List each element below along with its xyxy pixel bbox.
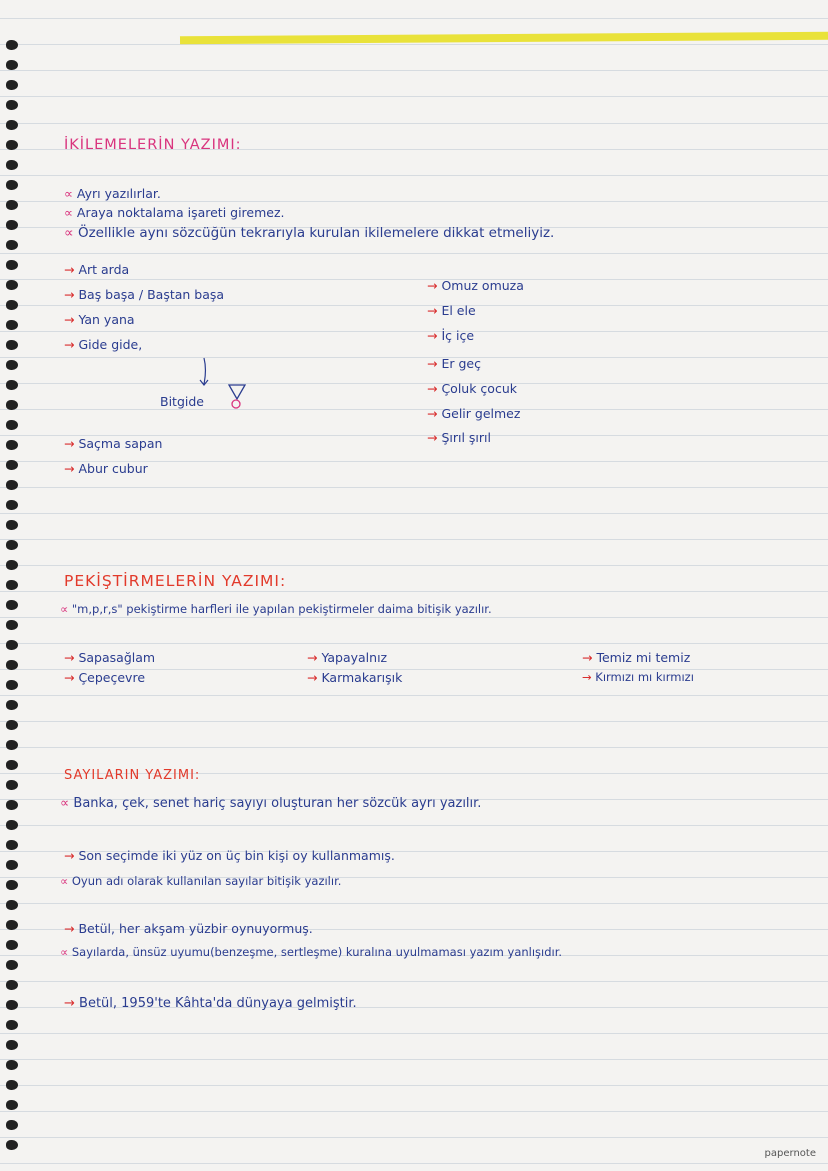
spiral-ring: [6, 460, 18, 470]
right-example-7: → Şırıl şırıl: [427, 430, 491, 445]
ikilemeler-rule-3: ∝ Özellikle aynı sözcüğün tekrarıyla kurulan ikilemelere dikkat etmeliyiz.: [64, 225, 555, 241]
spiral-ring: [6, 1020, 18, 1030]
spiral-ring: [6, 120, 18, 130]
spiral-ring: [6, 520, 18, 530]
pekistirmeler-rule: ∝ "m,p,r,s" pekiştirme harfleri ile yapılan pekiştirmeler daima bitişik yazılır.: [60, 602, 492, 616]
spiral-ring: [6, 820, 18, 830]
left-example-1: → Art arda: [64, 262, 130, 277]
sayilar-rule-3: ∝ Sayılarda, ünsüz uyumu(benzeşme, sertleşme) kuralına uyulmaması yazım yanlışıdır.: [60, 945, 563, 959]
spiral-ring: [6, 1120, 18, 1130]
spiral-ring: [6, 280, 18, 290]
pek-example-1: → Sapasağlam: [64, 650, 156, 665]
spiral-ring: [6, 480, 18, 490]
spiral-ring: [6, 200, 18, 210]
ikilemeler-title: İKİLEMELERİN YAZIMI:: [64, 137, 242, 153]
spiral-ring: [6, 1040, 18, 1050]
spiral-ring: [6, 1080, 18, 1090]
alpha-bullet-icon: ∝: [64, 205, 77, 220]
heart-doodle-icon: [226, 381, 248, 411]
spiral-ring: [6, 780, 18, 790]
spiral-ring: [6, 180, 18, 190]
sayilar-title: SAYILARIN YAZIMI:: [64, 768, 201, 783]
spiral-ring: [6, 880, 18, 890]
spiral-ring: [6, 620, 18, 630]
bitgide-note: Bitgide: [160, 394, 204, 409]
spiral-ring: [6, 260, 18, 270]
pek-example-4: → Çepeçevre: [64, 670, 146, 685]
spiral-ring: [6, 840, 18, 850]
arrow-icon: →: [307, 650, 322, 665]
spiral-ring: [6, 700, 18, 710]
left-example-4: → Gide gide,: [64, 337, 143, 352]
arrow-icon: →: [64, 262, 79, 277]
arrow-icon: →: [427, 328, 442, 343]
spiral-ring: [6, 420, 18, 430]
spiral-ring: [6, 980, 18, 990]
spiral-ring: [6, 640, 18, 650]
alpha-bullet-icon: ∝: [60, 874, 72, 888]
spiral-ring: [6, 600, 18, 610]
arrow-icon: →: [427, 356, 442, 371]
alpha-bullet-icon: ∝: [60, 796, 74, 811]
spiral-ring: [6, 220, 18, 230]
ikilemeler-rule-1: ∝ Ayrı yazılırlar.: [64, 186, 161, 201]
spiral-ring: [6, 800, 18, 810]
sayilar-example-1: → Son seçimde iki yüz on üç bin kişi oy kullanmamış.: [64, 848, 395, 863]
right-example-4: → Er geç: [427, 356, 481, 371]
curved-arrow-icon: [190, 356, 220, 390]
arrow-icon: →: [427, 303, 442, 318]
spiral-ring: [6, 400, 18, 410]
pekistirmeler-title: PEKİŞTİRMELERİN YAZIMI:: [64, 572, 287, 590]
spiral-ring: [6, 440, 18, 450]
spiral-ring: [6, 680, 18, 690]
alpha-bullet-icon: ∝: [60, 945, 72, 959]
spiral-ring: [6, 860, 18, 870]
spiral-ring: [6, 160, 18, 170]
spiral-ring: [6, 100, 18, 110]
arrow-icon: →: [307, 670, 322, 685]
arrow-icon: →: [64, 461, 79, 476]
spiral-ring: [6, 360, 18, 370]
right-example-6: → Gelir gelmez: [427, 406, 521, 421]
alpha-bullet-icon: ∝: [60, 602, 72, 616]
pek-example-3: → Temiz mi temiz: [582, 650, 691, 665]
arrow-icon: →: [64, 650, 79, 665]
spiral-ring: [6, 380, 18, 390]
spiral-ring: [6, 560, 18, 570]
spiral-ring: [6, 40, 18, 50]
spiral-ring: [6, 140, 18, 150]
arrow-icon: →: [64, 921, 79, 936]
right-example-1: → Omuz omuza: [427, 278, 524, 293]
pek-example-2: → Yapayalnız: [307, 650, 388, 665]
pek-example-6: → Kırmızı mı kırmızı: [582, 670, 694, 684]
right-example-2: → El ele: [427, 303, 476, 318]
spiral-ring: [6, 1100, 18, 1110]
arrow-icon: →: [64, 287, 79, 302]
spiral-ring: [6, 900, 18, 910]
arrow-icon: →: [64, 670, 79, 685]
right-example-5: → Çoluk çocuk: [427, 381, 517, 396]
ikilemeler-rule-2: ∝ Araya noktalama işareti giremez.: [64, 205, 285, 220]
spiral-ring: [6, 760, 18, 770]
right-example-3: → İç içe: [427, 328, 475, 343]
arrow-icon: →: [427, 278, 442, 293]
left-example-3: → Yan yana: [64, 312, 135, 327]
sayilar-example-3: → Betül, 1959'te Kâhta'da dünyaya gelmiştir.: [64, 996, 357, 1011]
arrow-icon: →: [582, 650, 597, 665]
spiral-ring: [6, 500, 18, 510]
spiral-ring: [6, 340, 18, 350]
arrow-icon: →: [427, 406, 442, 421]
alpha-bullet-icon: ∝: [64, 186, 77, 201]
pek-example-5: → Karmakarışık: [307, 670, 403, 685]
spiral-ring: [6, 240, 18, 250]
brand-logo: papernote: [764, 1148, 816, 1159]
arrow-icon: →: [427, 430, 442, 445]
spiral-ring: [6, 960, 18, 970]
spiral-ring: [6, 740, 18, 750]
spiral-ring: [6, 1140, 18, 1150]
arrow-icon: →: [64, 436, 79, 451]
alpha-bullet-icon: ∝: [64, 225, 78, 241]
sayilar-rule-2: ∝ Oyun adı olarak kullanılan sayılar bitişik yazılır.: [60, 874, 342, 888]
spiral-ring: [6, 60, 18, 70]
spiral-ring: [6, 940, 18, 950]
spiral-ring: [6, 1000, 18, 1010]
sayilar-example-2: → Betül, her akşam yüzbir oynuyormuş.: [64, 921, 313, 936]
arrow-icon: →: [64, 996, 80, 1011]
spiral-ring: [6, 720, 18, 730]
spiral-ring: [6, 660, 18, 670]
spiral-ring: [6, 920, 18, 930]
arrow-icon: →: [64, 848, 79, 863]
spiral-ring: [6, 300, 18, 310]
spiral-ring: [6, 540, 18, 550]
arrow-icon: →: [64, 337, 79, 352]
spiral-ring: [6, 580, 18, 590]
arrow-icon: →: [64, 312, 79, 327]
arrow-icon: →: [427, 381, 442, 396]
spiral-ring: [6, 320, 18, 330]
sayilar-rule-1: ∝ Banka, çek, senet hariç sayıyı oluşturan her sözcük ayrı yazılır.: [60, 796, 482, 811]
bottom-example-2: → Abur cubur: [64, 461, 148, 476]
left-example-2: → Baş başa / Baştan başa: [64, 287, 225, 302]
spiral-ring: [6, 1060, 18, 1070]
bottom-example-1: → Saçma sapan: [64, 436, 163, 451]
arrow-icon: →: [582, 670, 596, 684]
spiral-ring: [6, 80, 18, 90]
spiral-binding: [0, 40, 26, 1171]
